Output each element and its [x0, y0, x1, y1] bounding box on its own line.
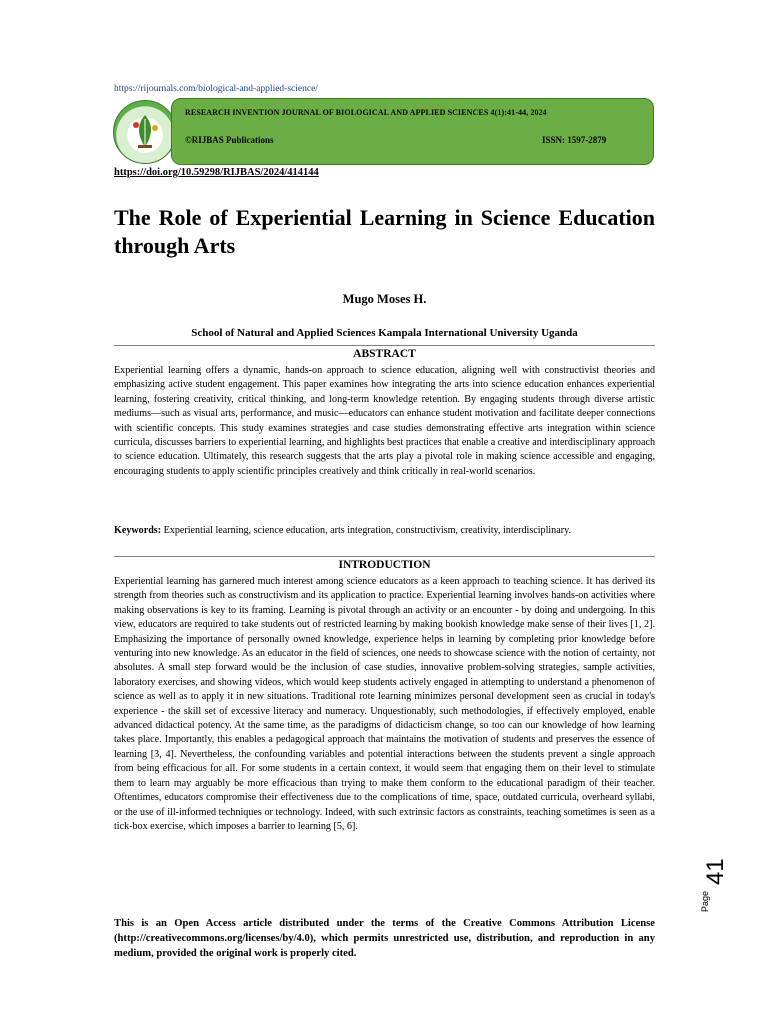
journal-url[interactable]: https://rijournals.com/biological-and-applied-science/	[114, 84, 318, 94]
journal-name: RESEARCH INVENTION JOURNAL OF BIOLOGICAL AND APPLIED SCIENCES 4(1):41-44, 2024	[185, 108, 547, 117]
license-notice: This is an Open Access article distributed under the terms of the Creative Commons Attribution License (http://creativecommons.org/licenses/by/4.0), which permits unrestricted use, distribution, and reproduction in any medium, provided the original work is properly cited.	[114, 918, 655, 959]
abstract-text: Experiential learning offers a dynamic, hands-on approach to science education, aligning well with constructivist theories and emphasizing active student engagement. This paper examines how integrating the arts into science education enhances experiential learning, fostering creativity, critical thinking, and long-term knowledge retention. By engaging students through diverse artistic mediums—such as visual arts, performance, and music—educators can enhance student motivation and facilitate deeper connections with scientific concepts. This study examines strategies and case studies demonstrating effective arts integration within science curricula, discusses barriers to experiential learning, and highlights best practices that enable a creative and interdisciplinary approach to science education. Ultimately, this research suggests that the arts play a pivotal role in making science accessible and engaging, encouraging students to apply scientific principles creatively and think critically in real-world scenarios.	[114, 365, 655, 477]
author-affiliation: School of Natural and Applied Sciences Kampala International University Uganda	[191, 327, 578, 339]
page-marker	[698, 855, 728, 915]
journal-banner	[171, 98, 654, 165]
leaf-emblem-icon	[114, 101, 176, 163]
author-name: Mugo Moses H.	[342, 292, 427, 306]
divider-middle	[114, 556, 655, 557]
publisher-name: ©RIJBAS Publications	[185, 135, 274, 145]
article-title: The Role of Experiential Learning in Science Education through Arts	[114, 205, 655, 258]
doi-link[interactable]: https://doi.org/10.59298/RIJBAS/2024/414144	[114, 167, 319, 178]
issn: ISSN: 1597-2879	[542, 135, 607, 145]
introduction-heading: INTRODUCTION	[338, 559, 431, 571]
journal-logo	[113, 100, 177, 164]
abstract-heading: ABSTRACT	[353, 348, 416, 360]
keywords-label: Keywords:	[114, 525, 162, 536]
keywords-list: Experiential learning, science education, arts integration, constructivism, creativity, interdisciplinary.	[163, 525, 571, 536]
page-number: 41	[702, 858, 729, 885]
page-word: Page	[700, 890, 710, 912]
divider-top	[114, 345, 655, 346]
keywords	[114, 524, 655, 538]
introduction-text: Experiential learning has garnered much interest among science educators as a keen approach to teaching science. It has derived its strength from theories such as constructivism and its application to practice. Experiential learning involves hands-on activities where making observations is key to its framing. Learning is pivotal through an activity or an encounter - by doing and undergoing. In this view, educators are required to take students out of restricted learning by making bookish knowledge make sense of their lives [1, 2]. Emphasizing the importance of personally owned knowledge, experience helps in learning by completing prior knowledge before venturing into new knowledge. As an educator in the field of sciences, one needs to showcase science with the notion of certainty, not absolutes. A small step forward would be the inclusion of case studies, innovative problem-solving strategies, sample activities, laboratory exercises, and showing videos, which would keep students actively engaged in attempting to understand a phenomenon of science as well as to apply it in new situations. Traditional rote learning minimizes personal development seen as crucial in today's experience - the skill set of excessive literacy and numeracy. Unquestionably, such methodologies, if effectively employed, enable advanced didactical potency. At the same time, as the paradigms of didacticism change, so too can our knowledge of how learning takes place. Importantly, this enables a pedagogical approach that maintains the motivation of students and preserves the essence of learning [3, 4]. Nevertheless, the confounding variables and potential interactions between the students prevent a single approach from being efficacious for all. For some students in a certain context, it would seem that engaging them on their level to stimulate them to learn may arguably be more efficacious than trying to make them conform to the educational paradigm of their teacher. Oftentimes, educators compromise their effectiveness due to the complications of time, space, outdated curricula, overheard syllabi, or the use of ill-informed techniques or technology. Indeed, with such extrinsic factors as constraints, teaching sometimes is seen as a tick-box exercise, which imposes a barrier to learning [5, 6].	[114, 576, 655, 832]
